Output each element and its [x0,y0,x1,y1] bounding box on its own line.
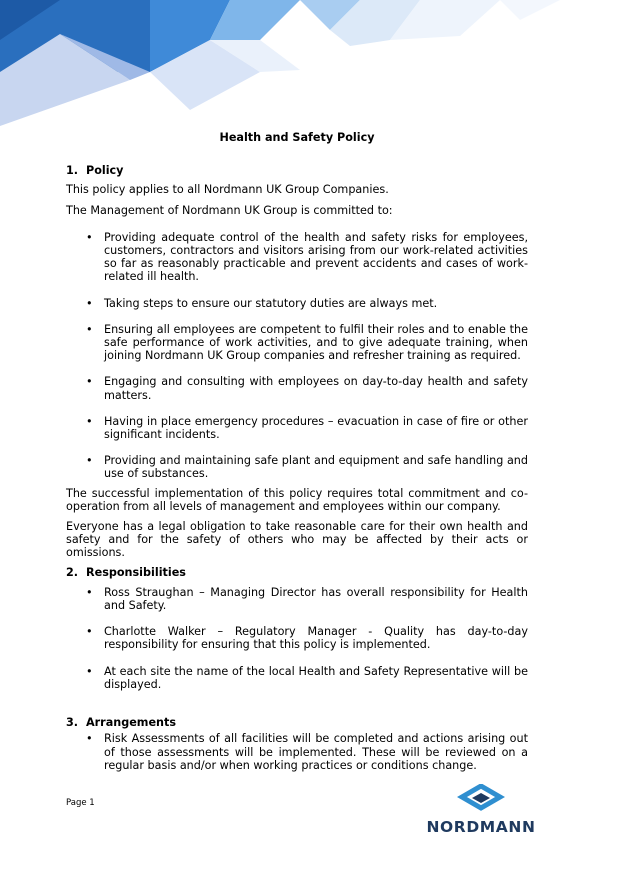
section-heading-text: Arrangements [86,716,177,730]
section-heading-responsibilities [66,566,528,579]
list-item [66,297,528,310]
section-number: 2. [66,565,79,579]
section-number: 3. [66,716,79,730]
header-decoration [0,0,622,140]
list-item-text: Providing and maintaining safe plant and equipment and safe handling and use of substances. [104,454,528,481]
list-item [66,732,528,772]
list-item [66,665,528,691]
arrangements-list [66,732,528,772]
list-item [66,586,528,612]
policy-commitment-intro: The Management of Nordmann UK Group is committed to: [66,203,393,217]
bullet-icon: • [86,732,93,746]
section-number: 1. [66,164,79,178]
section-heading-arrangements [66,716,528,729]
list-item [66,625,528,651]
bullet-icon: • [86,625,93,639]
list-item-text: Engaging and consulting with employees on day-to-day health and safety matters. [104,375,528,402]
list-item-text: Taking steps to ensure our statutory duties are always met. [104,296,438,310]
bullet-icon: • [86,585,93,599]
bullet-icon: • [86,454,93,468]
bullet-icon: • [86,230,93,244]
list-item-text: Ross Straughan – Managing Director has overall responsibility for Health and Safety. [104,585,528,613]
list-item [66,323,528,363]
list-item-text: Providing adequate control of the health and safety risks for employees, customers, contractors and visitors arising from our work-related activities so far as reasonably practicable and prevent accidents and cases of work-related ill health. [104,230,528,284]
policy-document [66,131,528,785]
list-item [66,415,528,441]
nordmann-logo-text: NORDMANN [426,818,536,836]
bullet-icon: • [86,664,93,678]
policy-commitments-list [66,231,528,481]
section-heading-policy [66,164,528,177]
bullet-icon: • [86,296,93,310]
section-heading-text: Responsibilities [86,565,186,579]
list-item [66,231,528,284]
document-title: Health and Safety Policy [219,131,375,144]
policy-scope-text: This policy applies to all Nordmann UK Group Companies. [66,183,389,197]
bullet-icon: • [86,375,93,389]
list-item-text: At each site the name of the local Health and Safety Representative will be displayed. [104,664,528,691]
bullet-icon: • [86,322,93,336]
list-item-text: Ensuring all employees are competent to fulfil their roles and to enable the safe performance of work activities, and to give adequate training, when joining Nordmann UK Group companies and refresher training as required. [104,322,528,363]
list-item [66,454,528,480]
bullet-icon: • [86,414,93,428]
section-heading-text: Policy [86,164,124,178]
policy-implementation-text: The successful implementation of this policy requires total commitment and co-operation from all levels of management and employees within our company. [66,486,528,513]
list-item-text: Charlotte Walker – Regulatory Manager - Quality has day-to-day responsibility for ensuring that this policy is implemented. [104,625,528,652]
page-number: Page 1 [66,798,95,808]
list-item-text: Having in place emergency procedures – evacuation in case of fire or other significant incidents. [104,414,528,442]
list-item [66,375,528,401]
policy-legal-obligation-text: Everyone has a legal obligation to take reasonable care for their own health and safety and for the safety of others who may be affected by their acts or omissions. [66,520,528,560]
list-item-text: Risk Assessments of all facilities will be completed and actions arising out of those assessments will be implemented. These will be reviewed on a regular basis and/or when working practices or conditions change. [104,732,528,772]
responsibilities-list [66,586,528,691]
